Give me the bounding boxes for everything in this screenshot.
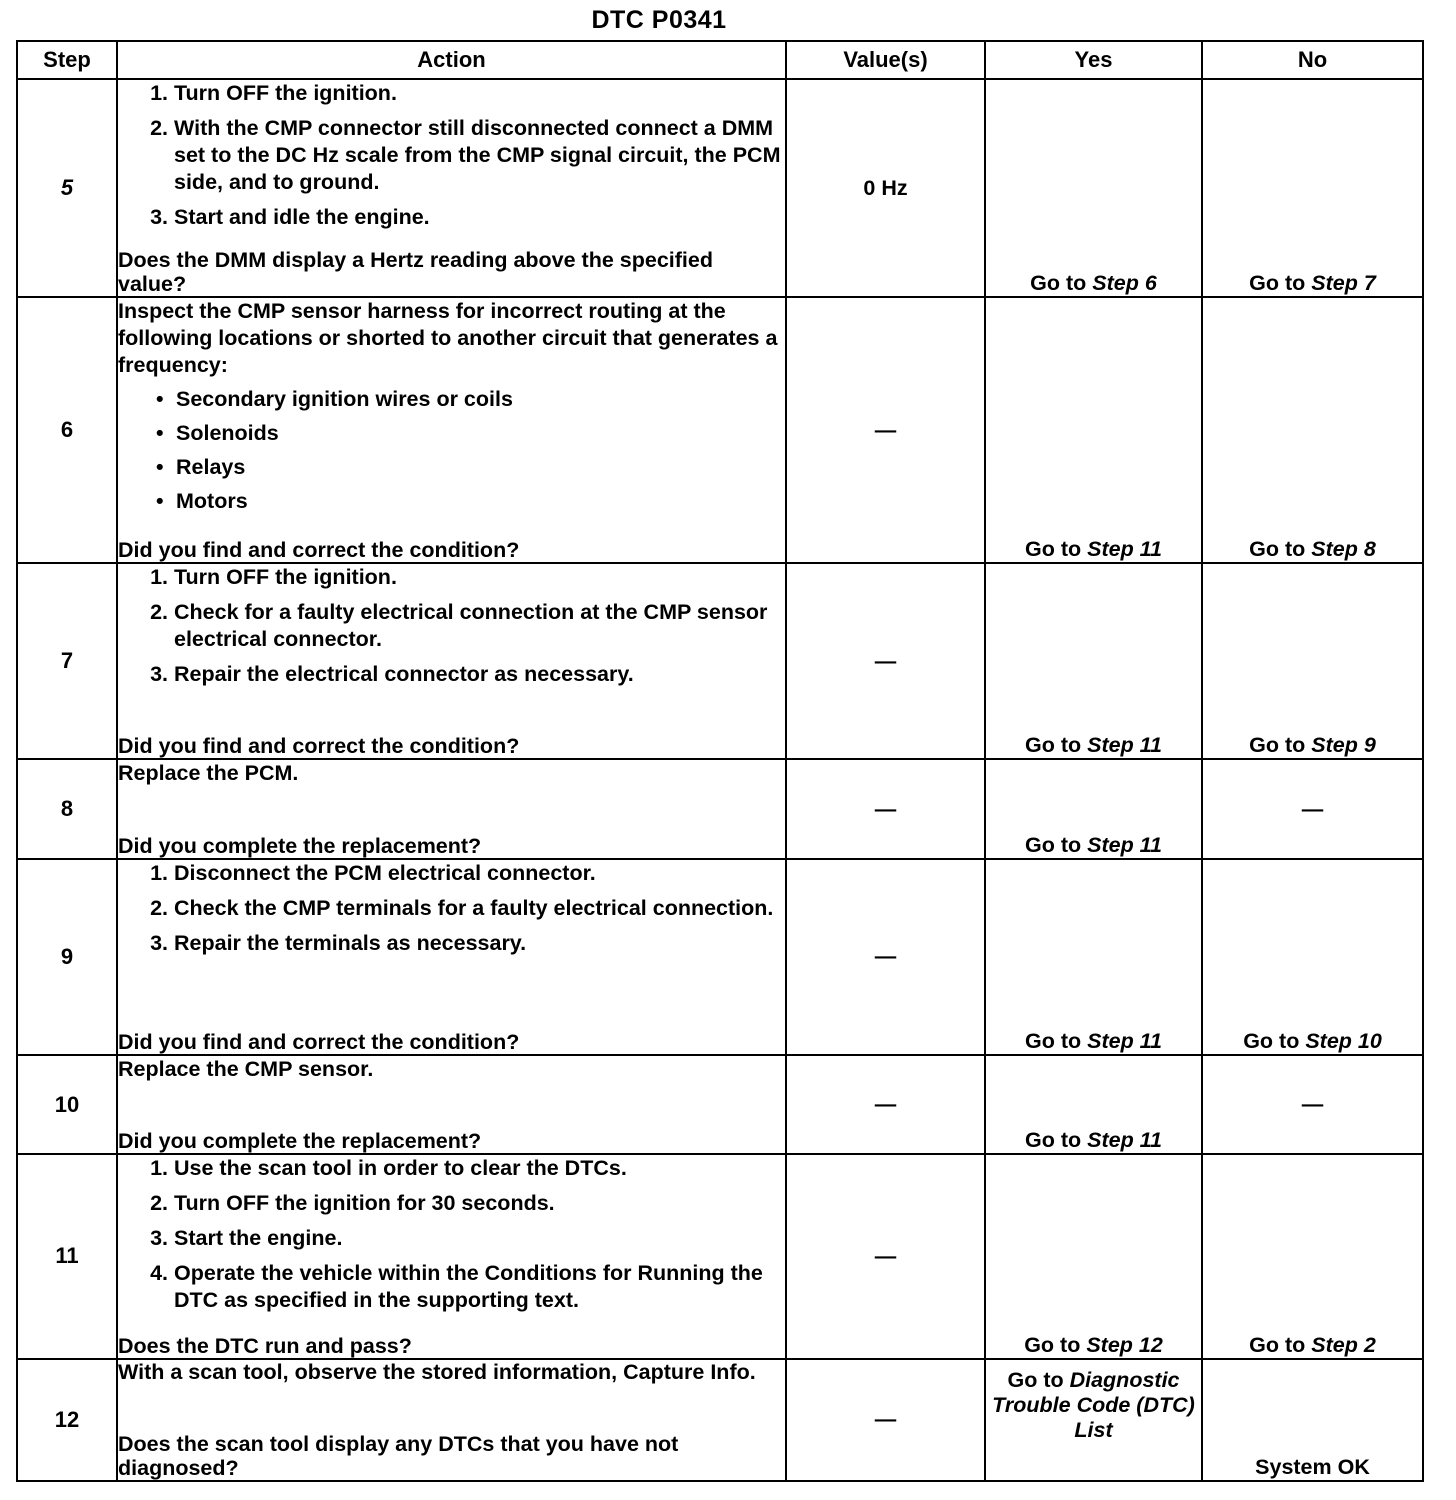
yes-cell <box>985 759 1202 858</box>
list-item: 1. Turn OFF the ignition. <box>174 80 785 107</box>
step-number: 7 <box>17 563 117 759</box>
table-row <box>17 297 1423 563</box>
no-target-link[interactable]: Step 8 <box>1311 537 1376 562</box>
yes-prefix: Go to <box>1025 832 1082 857</box>
header-action: Action <box>117 41 786 79</box>
no-prefix: Go to <box>1249 537 1306 562</box>
value-cell: — <box>786 1154 985 1358</box>
list-item: 3. Start the engine. <box>174 1225 785 1252</box>
question-text: Does the DMM display a Hertz reading above the specified value? <box>118 248 713 297</box>
list-item: • Secondary ignition wires or coils <box>176 386 785 413</box>
question-text: Did you complete the replacement? <box>118 1129 482 1154</box>
yes-cell <box>985 563 1202 759</box>
action-list <box>118 1155 785 1322</box>
value-cell: — <box>786 1055 985 1154</box>
step-number-text: 5 <box>60 175 74 201</box>
yes-prefix: Go to <box>1030 271 1087 296</box>
value-cell: 0 Hz <box>786 79 985 297</box>
list-item: 4. Operate the vehicle within the Conditions for Running the DTC as specified in the supporting text. <box>174 1260 785 1314</box>
list-item: 2. With the CMP connector still disconnected connect a DMM set to the DC Hz scale from the CMP signal circuit, the PCM side, and to ground. <box>174 115 785 196</box>
yes-target-link[interactable]: Step 11 <box>1087 733 1162 758</box>
header-row <box>17 41 1423 79</box>
no-prefix: Go to <box>1249 271 1306 296</box>
yes-target-link[interactable]: Step 12 <box>1086 1332 1163 1357</box>
list-item: 1. Turn OFF the ignition. <box>174 564 785 591</box>
no-cell <box>1202 79 1423 297</box>
table-row <box>17 563 1423 759</box>
diagnostic-table <box>16 40 1424 1482</box>
action-cell <box>117 759 786 858</box>
table-row <box>17 1359 1423 1481</box>
step-number: 6 <box>17 297 117 563</box>
list-item: • Motors <box>176 488 785 515</box>
yes-cell <box>985 859 1202 1055</box>
value-cell: — <box>786 297 985 563</box>
action-intro: Replace the PCM. <box>118 761 299 786</box>
list-item: • Relays <box>176 454 785 481</box>
question-text: Does the scan tool display any DTCs that you have not diagnosed? <box>118 1432 679 1480</box>
no-cell: — <box>1202 1055 1423 1154</box>
question-text: Did you find and correct the condition? <box>118 538 520 563</box>
action-cell <box>117 79 786 297</box>
step-number: 11 <box>17 1154 117 1358</box>
action-list <box>118 860 785 965</box>
yes-cell <box>985 1055 1202 1154</box>
action-list <box>118 80 785 239</box>
action-intro: With a scan tool, observe the stored information, Capture Info. <box>118 1359 756 1384</box>
action-intro: Inspect the CMP sensor harness for incorrect routing at the following locations or shorted to another circuit that generates a frequency: <box>118 299 778 378</box>
bullet-list <box>118 379 785 522</box>
list-item: • Solenoids <box>176 420 785 447</box>
yes-prefix: Go to <box>1025 1029 1082 1054</box>
yes-cell <box>985 79 1202 297</box>
list-item: 1. Disconnect the PCM electrical connector. <box>174 860 785 887</box>
yes-cell <box>985 1154 1202 1358</box>
no-target-link[interactable]: Step 2 <box>1311 1332 1376 1357</box>
header-step: Step <box>17 41 117 79</box>
action-cell <box>117 859 786 1055</box>
step-number: 12 <box>17 1359 117 1481</box>
question-text: Did you complete the replacement? <box>118 833 482 858</box>
no-cell <box>1202 297 1423 563</box>
list-item: 2. Check the CMP terminals for a faulty electrical connection. <box>174 895 785 922</box>
question-text: Does the DTC run and pass? <box>118 1333 412 1358</box>
action-cell <box>117 297 786 563</box>
yes-target-link[interactable]: Step 11 <box>1087 1029 1162 1054</box>
no-prefix: Go to <box>1249 1332 1306 1357</box>
step-number: 8 <box>17 759 117 858</box>
no-cell <box>1202 859 1423 1055</box>
action-intro: Replace the CMP sensor. <box>118 1057 374 1082</box>
list-item: 3. Start and idle the engine. <box>174 204 785 231</box>
step-number: 9 <box>17 859 117 1055</box>
list-item: 1. Use the scan tool in order to clear the DTCs. <box>174 1155 785 1182</box>
no-cell: System OK <box>1202 1359 1423 1481</box>
yes-prefix: Go to <box>1007 1367 1064 1392</box>
list-item: 3. Repair the terminals as necessary. <box>174 930 785 957</box>
yes-prefix: Go to <box>1024 1332 1081 1357</box>
table-row <box>17 79 1423 297</box>
step-number <box>17 79 117 297</box>
value-cell: — <box>786 759 985 858</box>
action-list <box>118 564 785 696</box>
action-cell <box>117 1055 786 1154</box>
action-cell <box>117 1359 786 1481</box>
no-prefix: Go to <box>1243 1029 1300 1054</box>
no-target-link[interactable]: Step 9 <box>1311 733 1376 758</box>
header-yes: Yes <box>985 41 1202 79</box>
no-target-link[interactable]: Step 10 <box>1305 1029 1382 1054</box>
page-title: DTC P0341 <box>591 6 727 34</box>
table-row <box>17 859 1423 1055</box>
table-row <box>17 1055 1423 1154</box>
yes-target-link[interactable]: Step 11 <box>1087 832 1162 857</box>
no-target-link[interactable]: Step 7 <box>1311 271 1376 296</box>
step-number: 10 <box>17 1055 117 1154</box>
question-text: Did you find and correct the condition? <box>118 1030 520 1055</box>
list-item: 3. Repair the electrical connector as necessary. <box>174 661 785 688</box>
no-cell <box>1202 1154 1423 1358</box>
table-row <box>17 1154 1423 1358</box>
yes-prefix: Go to <box>1025 537 1082 562</box>
value-cell: — <box>786 563 985 759</box>
yes-cell <box>985 297 1202 563</box>
table-row <box>17 759 1423 858</box>
value-cell: — <box>786 1359 985 1481</box>
no-cell: — <box>1202 759 1423 858</box>
header-no: No <box>1202 41 1423 79</box>
header-values: Value(s) <box>786 41 985 79</box>
question-text: Did you find and correct the condition? <box>118 734 520 759</box>
yes-prefix: Go to <box>1025 733 1082 758</box>
yes-target-link[interactable]: Diagnostic Trouble Code (DTC) List <box>992 1367 1195 1442</box>
no-cell <box>1202 563 1423 759</box>
action-cell <box>117 563 786 759</box>
yes-target-link[interactable]: Step 11 <box>1087 1128 1162 1153</box>
yes-target-link[interactable]: Step 11 <box>1087 537 1162 562</box>
list-item: 2. Check for a faulty electrical connection at the CMP sensor electrical connector. <box>174 599 785 653</box>
action-cell <box>117 1154 786 1358</box>
value-cell: — <box>786 859 985 1055</box>
no-prefix: Go to <box>1249 733 1306 758</box>
yes-cell <box>985 1359 1202 1481</box>
yes-target-link[interactable]: Step 6 <box>1092 271 1157 296</box>
list-item: 2. Turn OFF the ignition for 30 seconds. <box>174 1190 785 1217</box>
yes-prefix: Go to <box>1025 1128 1082 1153</box>
